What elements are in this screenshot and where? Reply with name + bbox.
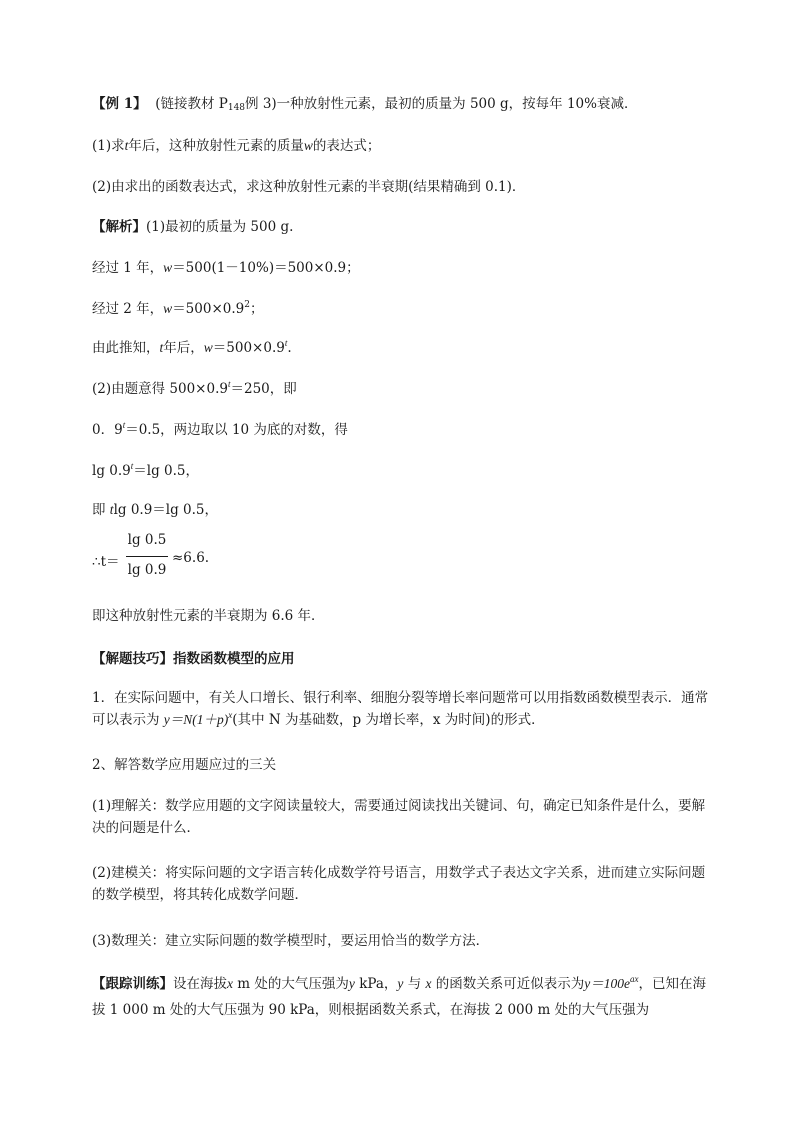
s5-a: (2)由题意得 500×0.9: [92, 381, 228, 397]
example-page-sub: 148: [227, 103, 246, 113]
s3-c: ；: [249, 301, 264, 317]
tips-point-1: [92, 687, 712, 731]
t1-sup: x: [228, 710, 233, 720]
s8-var: t: [109, 502, 114, 517]
solution-step-4: [92, 338, 292, 358]
t1-a: 1．在实际问题中，有关人口增长、银行利率、细胞分裂等增长率问题常可以用指数函数模型表示．通常可以表示为: [92, 690, 709, 728]
s8-a: 即: [92, 502, 110, 518]
s2-a: 经过 1 年，: [92, 260, 164, 276]
p-f: ，已知在海拔 1 000 m 处的大气压强为 90 kPa，则根据函数关系式，在海拔 2 000 m 处的大气压强为: [92, 976, 707, 1018]
question-2: (2)由求出的函数表达式，求这种放射性元素的半衰期(结果精确到 0.1)．: [92, 179, 526, 195]
fraction-numerator: lg 0.5: [127, 532, 167, 548]
s6-sup: t: [122, 420, 126, 430]
s5-sup: t: [227, 379, 231, 389]
fraction-equation: [92, 532, 252, 588]
s2-b: ＝500(1－10%)＝500×0.9；: [172, 260, 360, 276]
solution-tag: 【解析】: [92, 219, 146, 235]
q1-var-w: w: [303, 138, 313, 153]
example-tag: 【例 1】: [92, 96, 147, 112]
p-c: kPa，: [359, 976, 398, 992]
p-sup: ax: [630, 974, 639, 984]
q1-text-b: 年后，这种放射性元素的质量: [128, 138, 304, 154]
fraction-bar: [126, 556, 168, 557]
s4-var: t: [159, 340, 164, 355]
p-b: m 处的大气压强为: [237, 976, 349, 992]
p-e: 的函数关系可近似表示为: [435, 976, 585, 992]
s4-d: .: [287, 340, 292, 356]
t1-b: (其中 N 为基础数，p 为增长率，x 为时间)的形式．: [232, 712, 545, 728]
p-d: 与: [407, 976, 422, 992]
t1-formula: y＝N(1＋p): [163, 712, 229, 727]
s4-c: ＝500×0.9: [212, 340, 285, 356]
solution-conclusion: 即这种放射性元素的半衰期为 6.6 年．: [92, 608, 325, 624]
fraction-lhs: ∴t＝: [92, 554, 120, 570]
p-var-y2: y: [397, 976, 404, 991]
p-a: 设在海拔: [173, 976, 227, 992]
s4-var2: w: [203, 340, 213, 355]
s3-sup: 2: [244, 300, 250, 310]
solution-s1: (1)最初的质量为 500 g.: [146, 219, 294, 235]
tips-title: 指数函数模型的应用: [173, 651, 295, 667]
solution-step-7: [92, 461, 199, 481]
tips-point-3: (1)理解关：数学应用题的文字阅读量较大，需要通过阅读找出关键词、句，确定已知条件是什么，要解决的问题是什么．: [92, 798, 706, 836]
p-var-x2: x: [425, 976, 432, 991]
tips-heading: [92, 649, 295, 669]
s4-sup: t: [284, 338, 288, 348]
practice-tag: 【跟踪训练】: [92, 976, 173, 992]
p-var-x: x: [227, 976, 233, 991]
tips-point-2: 2、解答数学应用题应过的三关: [92, 757, 277, 773]
q1-text-c: 的表达式；: [312, 138, 381, 154]
s8-b: lg 0.9＝lg 0.5，: [113, 502, 219, 518]
example-line: [92, 94, 637, 114]
solution-step-6: [92, 420, 348, 440]
example-text-a: (链接教材 P: [155, 96, 228, 112]
s2-var: w: [163, 260, 173, 275]
s3-b: ＝500×0.9: [172, 301, 245, 317]
s7-a: lg 0.9: [92, 463, 131, 479]
s3-var: w: [163, 301, 173, 316]
p-var-y: y: [348, 976, 355, 991]
s7-b: ＝lg 0.5，: [133, 463, 199, 479]
question-1: [92, 136, 380, 156]
p-formula: y＝100e: [584, 976, 631, 991]
s3-a: 经过 2 年，: [92, 301, 164, 317]
example-text-b: 例 3)一种放射性元素，最初的质量为 500 g，按每年 10%衰减．: [245, 96, 638, 112]
solution-step-8: [92, 500, 218, 520]
solution-step-2: [92, 258, 360, 278]
practice-problem: [92, 971, 712, 1023]
solution-step-3: [92, 299, 263, 319]
s4-a: 由此推知，: [92, 340, 160, 356]
solution-step-5: [92, 379, 297, 399]
tips-point-4: (2)建模关：将实际问题的文字语言转化成数学符号语言，用数学式子表达文字关系，进而建立实际问题的数学模型，将其转化成数学问题．: [92, 865, 706, 903]
solution-step-1: [92, 217, 293, 237]
s4-b: 年后，: [163, 340, 204, 356]
s5-b: ＝250，即: [230, 381, 297, 397]
s6-b: ＝0.5，两边取以 10 为底的对数，得: [125, 422, 348, 438]
s7-sup: t: [130, 461, 134, 471]
tips-point-5: (3)数理关：建立实际问题的数学模型时，要运用恰当的数学方法．: [92, 933, 490, 949]
s6-a: 0．9: [92, 422, 123, 438]
tips-tag: 【解题技巧】: [92, 651, 173, 667]
fraction-denominator: lg 0.9: [127, 562, 167, 578]
q1-var-t: t: [124, 138, 129, 153]
fraction-rhs: ≈6.6.: [172, 550, 210, 566]
q1-text-a: (1)求: [92, 138, 125, 154]
